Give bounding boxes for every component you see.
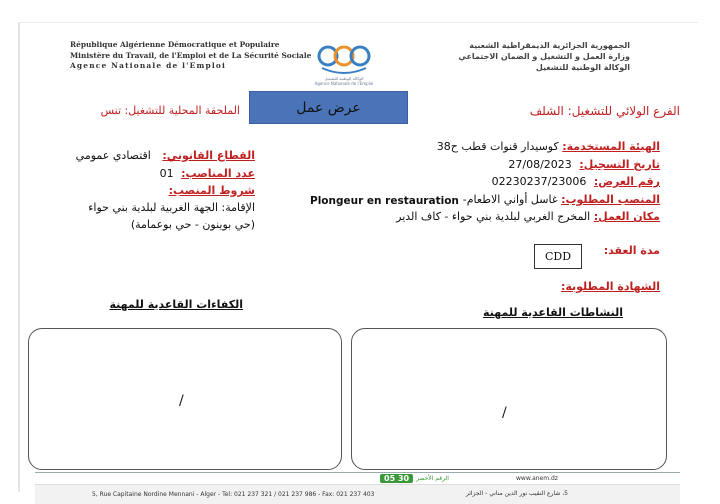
- activities-value: /: [502, 405, 507, 421]
- workplace-value: المخرج الغربي لبلدية بني حواء - كاف الدير: [396, 210, 591, 223]
- employer-value: كوسيدار قنوات قطب ح38: [436, 140, 559, 153]
- competencies-title-text: الكفاءات القاعدية للمهنة: [109, 298, 243, 311]
- header-fr-line3: Agence Nationale de l'Emploi: [70, 61, 226, 70]
- logo-caption-fr: Agence Nationale de l'Emploi: [314, 81, 374, 86]
- contract-type-value: CDD: [544, 250, 572, 263]
- position-value-fr: Plongeur en restauration: [310, 195, 459, 207]
- diploma-row: [561, 280, 660, 293]
- sector-value: اقتصادي عمومي: [75, 149, 151, 162]
- contract-label: مدة العقد:: [603, 244, 660, 257]
- header-ar-line3: الوكالة الوطنية للتشغيل: [535, 63, 630, 72]
- employer-label: الهيئة المستخدمة:: [562, 140, 660, 153]
- local-branch-text: الملحقة المحلية للتشغيل: تنس: [100, 104, 240, 117]
- green-number-label: الرقم الأخضر: [416, 475, 449, 482]
- reg-date-label: تاريخ التسجيل:: [579, 158, 660, 171]
- activities-box: [351, 328, 667, 470]
- competencies-box: [28, 328, 342, 470]
- competencies-title: [110, 298, 244, 311]
- green-number: [380, 474, 449, 483]
- logo-caption: [300, 76, 388, 86]
- positions-count-value: 01: [159, 167, 174, 180]
- employer-row: [437, 140, 660, 153]
- local-branch: [101, 104, 240, 117]
- position-row: [463, 193, 660, 206]
- green-number-value: 30 05: [380, 474, 413, 483]
- activities-title-text: النشاطات القاعدية للمهنة: [483, 306, 623, 319]
- contract-row: [604, 244, 660, 257]
- position-label: المنصب المطلوب:: [561, 193, 660, 206]
- sector-label: القطاع القانوني:: [162, 149, 255, 162]
- conditions-row: [169, 184, 255, 197]
- condition-line1: الإقامة: الجهة الغربية لبلدية بني حواء: [88, 201, 255, 214]
- offer-number-row: [492, 175, 660, 188]
- page-top-border: [18, 22, 698, 23]
- header-arabic: [390, 40, 630, 73]
- diploma-label: الشهادة المطلوبة:: [560, 280, 660, 293]
- regional-branch-text: الفرع الولائي للتشغيل: الشلف: [529, 104, 680, 118]
- positions-count-label: عدد المناصب:: [181, 167, 255, 180]
- workplace-label: مكان العمل:: [593, 210, 660, 223]
- reg-date-value: 27/08/2023: [508, 158, 572, 171]
- workplace-row: [396, 210, 660, 223]
- sector-row: [76, 149, 255, 162]
- regional-branch: [530, 104, 680, 118]
- reg-date-row: [508, 158, 660, 171]
- offer-number-label: رقم العرض:: [593, 175, 660, 188]
- footer-divider: [35, 472, 680, 473]
- footer-website: www.anem.dz: [516, 475, 558, 482]
- contract-type-box: [534, 244, 582, 269]
- offer-title: عرض عمل: [296, 99, 361, 116]
- conditions-label: شروط المنصب:: [168, 184, 255, 197]
- offer-number-value: 02230237/23006: [491, 175, 587, 188]
- page-left-border: [18, 22, 20, 492]
- position-value-ar: غاسل أواني الاطعام-: [462, 193, 558, 206]
- logo-caption-ar: الوكالة الوطنية للتشغيل: [324, 76, 364, 81]
- header-ar-line1: الجمهورية الجزائرية الديمقراطية الشعبية: [469, 41, 630, 50]
- header-fr-line1: République Algérienne Démocratique et Populaire: [70, 40, 280, 49]
- header-ar-line2: وزارة العمل و التشغيل و الضمان الاجتماعي: [458, 52, 630, 61]
- footer-address-ar: 5، شارع النقيب نور الدين مناني - الجزائر: [465, 490, 568, 497]
- header-fr-line2: Ministère du Travail, de l'Emploi et de La Sécurité Sociale: [70, 50, 312, 60]
- condition-line2: (حي بوينون - حي بوعمامة): [130, 218, 255, 231]
- competencies-value: /: [179, 393, 184, 409]
- activities-title: [483, 306, 623, 319]
- footer-address-fr: 5, Rue Capitaine Nordine Mennani - Alger - Tel: 021 237 321 / 021 237 986 - Fax: 021 237 403: [92, 491, 375, 498]
- header-french: [70, 40, 310, 72]
- positions-count-row: [160, 167, 255, 180]
- offer-title-box: [249, 91, 408, 124]
